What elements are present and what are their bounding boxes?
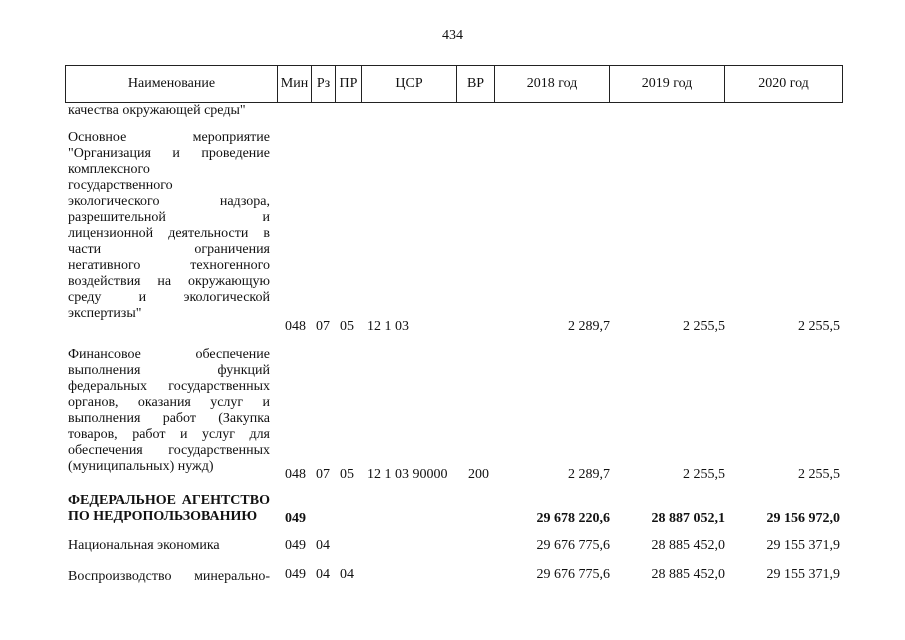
row-1-name-line: "Организация и проведение [68,146,270,161]
row-5-pr: 04 [340,567,354,582]
row-1-rz: 07 [316,319,330,334]
row-1-name-line: части ограничения [68,242,270,257]
row-1-name-line: комплексного [68,162,150,177]
header-pr: ПР [336,66,362,102]
row-1-2019: 2 255,5 [683,319,725,334]
row-4-min: 049 [285,538,306,553]
row-2-name-line: (муниципальных) нужд) [68,459,214,474]
row-0-name [68,103,270,119]
row-1-csr: 12 1 03 [367,319,409,334]
header-min: Мин [278,66,312,102]
row-1-min: 048 [285,319,306,334]
row-2-name-line: федеральных государственных [68,379,270,394]
row-5-2020: 29 155 371,9 [766,567,840,582]
row-4-rz: 04 [316,538,330,553]
row-1-name-line: государственного [68,178,173,193]
row-2-min: 048 [285,467,306,482]
row-2-csr: 12 1 03 90000 [367,467,448,482]
row-3-2020: 29 156 972,0 [766,511,840,526]
row-2-2018: 2 289,7 [568,467,610,482]
row-5-2018: 29 676 775,6 [536,567,610,582]
row-5-name [68,569,270,585]
row-4-name [68,538,270,554]
row-2-name-line: товаров, работ и услуг для [68,427,270,442]
row-4-name-line: Национальная экономика [68,538,220,553]
header-2020: 2020 год [758,76,809,91]
row-1-name-line: экспертизы" [68,306,142,321]
row-2-2019: 2 255,5 [683,467,725,482]
page-number: 434 [442,28,463,43]
row-3-name [68,493,270,525]
row-1-name-line: воздействия на окружающую [68,274,270,289]
header-2019: 2019 год [610,66,725,102]
row-1-2018: 2 289,7 [568,319,610,334]
row-1-name-line: разрешительной и [68,210,270,225]
row-2-vr: 200 [468,467,489,482]
row-1-name-line: лицензионной деятельности в [68,226,270,241]
row-5-name-line: Воспроизводство минерально- [68,569,270,584]
row-5-rz: 04 [316,567,330,582]
row-1-name [68,130,270,322]
row-4-2020: 29 155 371,9 [766,538,840,553]
row-1-2020: 2 255,5 [798,319,840,334]
header-csr: ЦСР [362,66,457,102]
row-2-2020: 2 255,5 [798,467,840,482]
row-3-2018: 29 678 220,6 [536,511,610,526]
row-3-name-line: ФЕДЕРАЛЬНОЕ АГЕНТСТВО [68,493,270,508]
header-name: Наименование [66,66,278,102]
row-4-2018: 29 676 775,6 [536,538,610,553]
row-1-name-line: негативного техногенного [68,258,270,273]
row-2-name-line: органов, оказания услуг и [68,395,270,410]
row-1-pr: 05 [340,319,354,334]
row-2-name-line: Финансовое обеспечение [68,347,270,362]
row-2-name-line: выполнения работ (Закупка [68,411,270,426]
row-2-name-line: обеспечения государственных [68,443,270,458]
row-2-pr: 05 [340,467,354,482]
row-0-name-line: качества окружающей среды" [68,103,246,118]
header-2018: 2018 год [495,66,610,102]
header-vr: ВР [457,66,495,102]
header-rz: Рз [312,66,336,102]
row-2-name [68,347,270,475]
row-3-2019: 28 887 052,1 [651,511,725,526]
row-5-min: 049 [285,567,306,582]
row-2-name-line: выполнения функций [68,363,270,378]
row-1-name-line: среду и экологической [68,290,270,305]
row-1-name-line: Основное мероприятие [68,130,270,145]
row-3-name-line: ПО НЕДРОПОЛЬЗОВАНИЮ [68,509,258,524]
row-1-name-line: экологического надзора, [68,194,270,209]
row-3-min: 049 [285,511,306,526]
row-2-rz: 07 [316,467,330,482]
row-4-2019: 28 885 452,0 [651,538,725,553]
table-header [65,65,843,103]
row-5-2019: 28 885 452,0 [651,567,725,582]
